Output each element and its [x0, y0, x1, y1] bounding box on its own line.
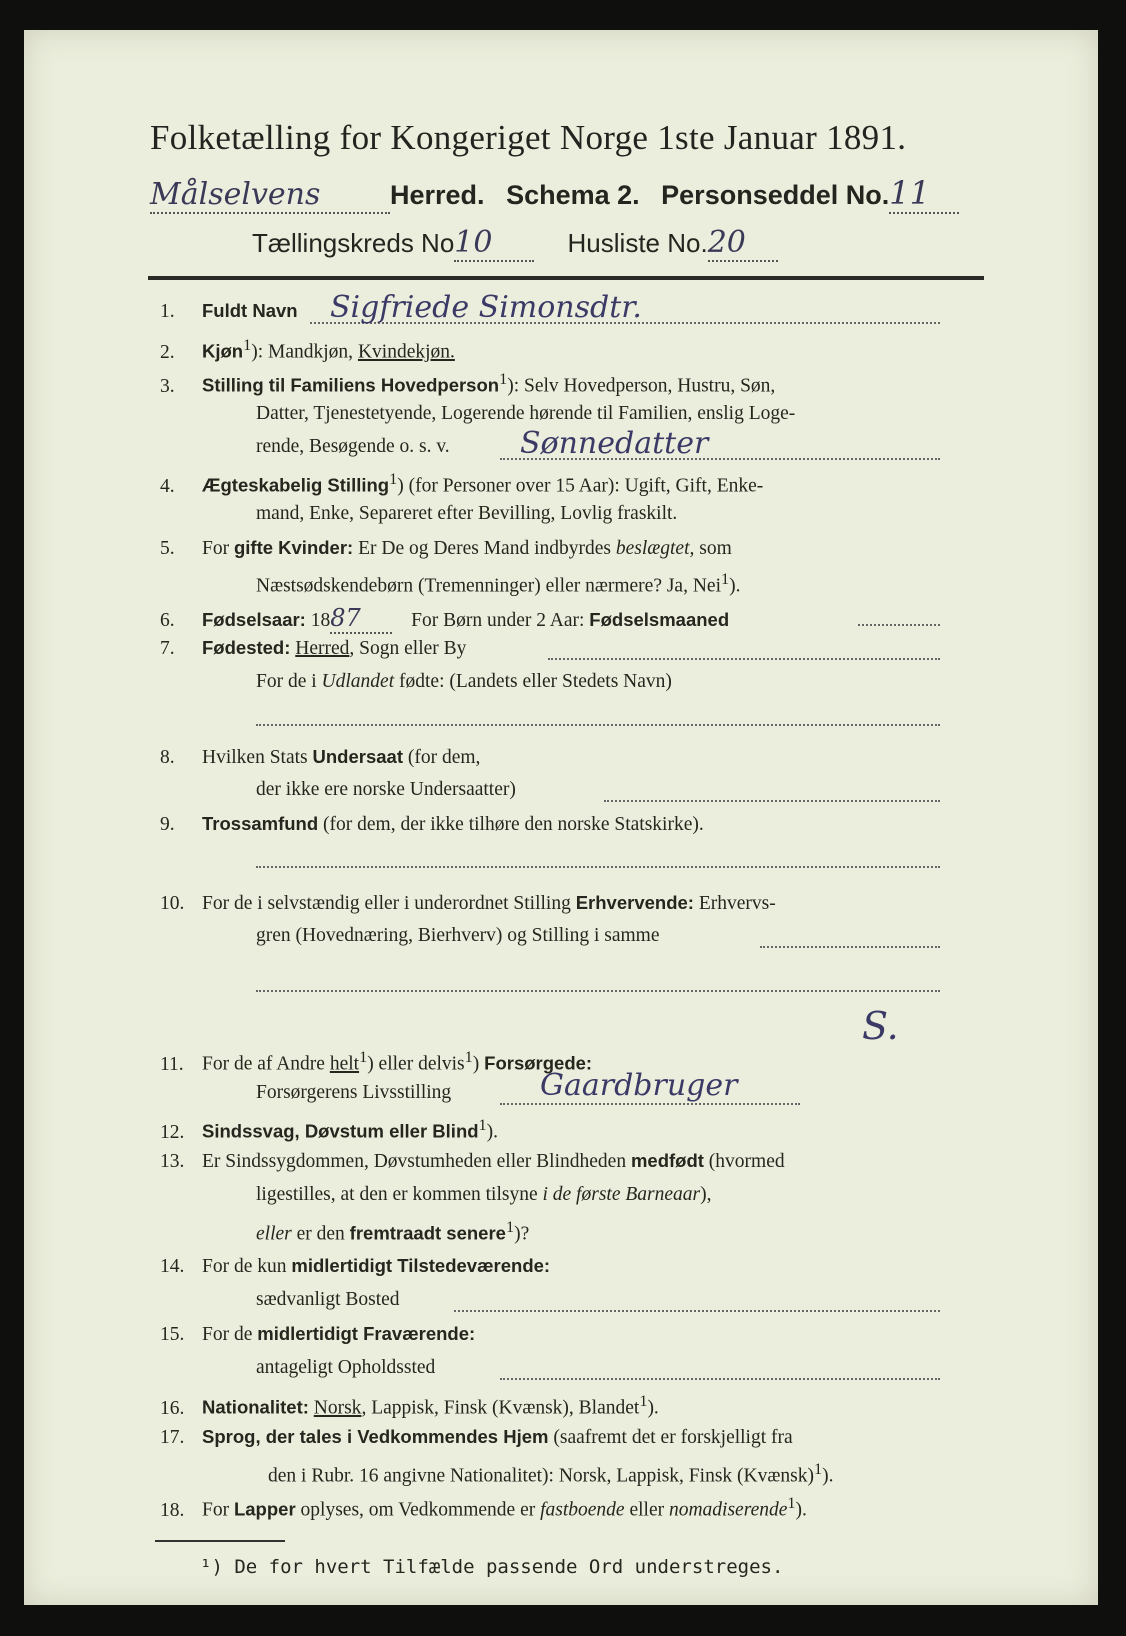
q18-row: 18. For Lapper oplyses, om Vedkommende er fastboende eller nomadiserende$^1$).: [160, 1494, 807, 1521]
q4-row: [160, 470, 763, 498]
q13-text3a: eller: [256, 1223, 292, 1245]
header-rule: [148, 276, 984, 280]
q13-text3c: )?: [514, 1223, 530, 1245]
personseddel-value: 11: [889, 174, 959, 214]
q5-italic: beslægtet,: [615, 538, 695, 559]
form-title: Folketælling for Kongeriget Norge 1ste Januar 1891.: [150, 118, 907, 157]
q10-row: [160, 892, 776, 915]
q11-value: Gaardbruger: [540, 1068, 738, 1103]
q2-label: Kjøn: [202, 340, 244, 362]
q8-fill-line: [604, 800, 940, 802]
q11-text-b: ) eller delvis: [367, 1053, 465, 1075]
q13-text1b: (hvormed: [703, 1151, 785, 1172]
q15-text-a: For de: [202, 1324, 258, 1345]
q6-prefix: 18: [310, 610, 331, 631]
q11-text-c: ): [472, 1053, 485, 1075]
q5-text1b: som: [694, 538, 732, 559]
q18-text-a: For: [202, 1499, 234, 1521]
q17-text2-row: den i Rubr. 16 angivne Nationalitet): Norsk, Lappisk, Finsk (Kvænsk)$^1$).: [268, 1460, 834, 1487]
q15-label: midlertidigt Fraværende:: [257, 1323, 476, 1344]
q2-row: [160, 336, 455, 364]
q6-year-value: 87: [330, 604, 392, 634]
footnote-ref: 1: [787, 1494, 796, 1512]
q3-value: Sønnedatter: [520, 426, 709, 461]
footnote-ref: 1: [499, 370, 508, 388]
q17-text2: den i Rubr. 16 angivne Nationalitet): Norsk, Lappisk, Finsk (Kvænsk): [268, 1465, 814, 1487]
q11-text2: Forsørgerens Livsstilling: [256, 1082, 452, 1103]
q10-fill-line2: [256, 990, 940, 992]
q4-label: Ægteskabelig Stilling: [202, 474, 390, 496]
q7-text: , Sogn eller By: [349, 638, 467, 659]
q12-label: Sindssvag, Døvstum eller Blind: [202, 1120, 479, 1142]
footnote: ¹) De for hvert Tilfælde passende Ord understreges.: [200, 1556, 784, 1578]
kreds-line: [252, 225, 892, 261]
q7-italic: Udlandet: [321, 671, 395, 692]
q14-number: 14.: [160, 1256, 185, 1277]
q16-label: Nationalitet:: [202, 1396, 309, 1418]
footnote-ref: 1: [464, 1048, 473, 1066]
q16-norsk-underlined: Norsk: [313, 1397, 362, 1419]
q9-row: [160, 813, 704, 836]
q18-italic2: nomadiserende: [668, 1499, 788, 1521]
q5-text-a: For: [202, 538, 234, 559]
q8-text1: (for dem,: [402, 747, 481, 768]
footnote-ref: 1: [721, 570, 730, 588]
q7-fill-line2: [256, 724, 940, 726]
q8-row: [160, 746, 480, 769]
q18-text-b: oplyses, om Vedkommende er: [295, 1499, 541, 1521]
q6-text: For Børn under 2 Aar:: [411, 610, 585, 631]
q1-row: [160, 300, 298, 323]
q9-number: 9.: [160, 814, 175, 835]
q10-fill-line: [760, 946, 940, 948]
q16-text: , Lappisk, Finsk (Kvænsk), Blandet: [361, 1397, 640, 1419]
q2-text: ): Mandkjøn,: [251, 341, 358, 363]
q11-text-a: For de af Andre: [202, 1053, 330, 1075]
q13-text1: Er Sindssygdommen, Døvstumheden eller Blindheden: [202, 1151, 631, 1172]
q13-label: medfødt: [630, 1150, 704, 1171]
q6-row: [160, 604, 729, 634]
q13-text3: [256, 1218, 529, 1246]
footnote-ref: 1: [813, 1460, 823, 1478]
q5-row: [160, 537, 732, 560]
q12-row: 12. Sindssvag, Døvstum eller Blind$^1$).: [160, 1116, 499, 1143]
q11-helt-underlined: helt: [329, 1053, 360, 1075]
q15-text2: antageligt Opholdssted: [256, 1357, 436, 1378]
q1-name-value: Sigfriede Simonsdtr.: [330, 290, 642, 325]
q11-mark: S.: [862, 1004, 899, 1048]
footnote-ref: 1: [478, 1116, 487, 1134]
q13-italic: i de første Barneaar: [542, 1184, 701, 1205]
q15-number: 15.: [160, 1324, 185, 1345]
q13-number: 13.: [160, 1151, 185, 1172]
q9-fill-line: [256, 866, 940, 868]
q8-text2: der ikke ere norske Undersaatter): [256, 779, 516, 800]
q7-text2b: fødte: (Landets eller Stedets Navn): [394, 671, 672, 692]
q8-number: 8.: [160, 747, 175, 768]
q3-number: 3.: [160, 375, 175, 397]
q16-number: 16.: [160, 1397, 185, 1419]
q5-number: 5.: [160, 538, 175, 559]
q14-fill-line: [454, 1310, 940, 1312]
q8-text-a: Hvilken Stats: [202, 747, 313, 768]
q11-fill-line: [500, 1103, 800, 1105]
q7-number: 7.: [160, 638, 175, 659]
footnote-ref: 1: [505, 1218, 515, 1236]
q3-text3: rende, Besøgende o. s. v.: [256, 436, 450, 457]
q5-text1: Er De og Deres Mand indbyrdes: [353, 538, 616, 559]
q7-label: Fødested:: [202, 637, 291, 658]
herred-label: Herred.: [390, 180, 485, 210]
q17-row: [160, 1426, 793, 1449]
q2-kvindekjon-underlined: Kvindekjøn.: [357, 341, 455, 363]
q11-row: [160, 1048, 592, 1076]
husliste-value: 20: [708, 225, 778, 262]
kreds-value: 10: [454, 225, 534, 262]
q10-text2: gren (Hovednæring, Bierhverv) og Stilling i samme: [256, 925, 660, 946]
schema-label: Schema 2.: [506, 180, 640, 210]
q13-text2a: ligestilles, at den er kommen tilsyne: [256, 1184, 543, 1205]
q17-number: 17.: [160, 1427, 185, 1448]
q15-row: [160, 1323, 475, 1346]
q10-text-a: For de i selvstændig eller i underordnet Stilling: [202, 893, 576, 914]
q7-row: [160, 637, 466, 660]
q7-herred-underlined: Herred: [295, 638, 350, 659]
q13-row: [160, 1150, 785, 1173]
q14-label: midlertidigt Tilstedeværende:: [291, 1255, 551, 1276]
q18-label: Lapper: [233, 1498, 296, 1520]
q10-text1b: Erhvervs-: [693, 893, 776, 914]
q2-number: 2.: [160, 341, 175, 363]
footnote-ref: 1: [243, 336, 252, 354]
q14-text2: sædvanligt Bosted: [256, 1289, 400, 1310]
q4-number: 4.: [160, 475, 175, 497]
footnote-ref: 1: [639, 1392, 648, 1410]
q18-number: 18.: [160, 1499, 185, 1521]
q3-text1: ): Selv Hovedperson, Hustru, Søn,: [507, 375, 776, 397]
q10-number: 10.: [160, 893, 185, 914]
q7-fill-line: [548, 658, 940, 660]
q13-label2: fremtraadt senere: [349, 1222, 506, 1244]
kreds-label: Tællingskreds No: [252, 228, 455, 258]
q11-label: Forsørgede:: [484, 1052, 593, 1074]
footnote-ref: 1: [359, 1048, 368, 1066]
q16-row: 16. Nationalitet: Norsk, Lappisk, Finsk (Kvænsk), Blandet$^1$).: [160, 1392, 659, 1419]
q6-label: Fødselsaar:: [202, 609, 306, 630]
herred-value: Målselvens: [150, 177, 390, 214]
q18-italic1: fastboende: [540, 1499, 625, 1521]
q1-label: Fuldt Navn: [202, 300, 298, 321]
q17-label: Sprog, der tales i Vedkommendes Hjem: [202, 1426, 549, 1447]
q10-label: Erhvervende:: [575, 892, 694, 913]
q13-text2: [256, 1184, 711, 1206]
footnote-rule: [155, 1540, 285, 1542]
q7-text2a: For de i: [256, 671, 322, 692]
q4-text1: ) (for Personer over 15 Aar): Ugift, Gift, Enke-: [397, 475, 764, 497]
q14-row: [160, 1255, 550, 1278]
q13-text2b: ),: [700, 1184, 712, 1205]
q14-text-a: For de kun: [202, 1256, 292, 1277]
q12-number: 12.: [160, 1121, 185, 1143]
q6-fill-line: [858, 624, 940, 626]
q6-label2: Fødselsmaaned: [589, 609, 730, 630]
footnote-ref: 1: [389, 470, 398, 488]
husliste-label: Husliste No.: [567, 228, 708, 258]
q15-fill-line: [500, 1378, 940, 1380]
q7-text2: [256, 671, 672, 693]
q18-text-c: eller: [624, 1499, 669, 1521]
q5-text2: Næstsødskendebørn (Tremenninger) eller nærmere? Ja, Nei: [256, 575, 721, 597]
q6-number: 6.: [160, 610, 175, 631]
q1-number: 1.: [160, 301, 175, 322]
q5-label: gifte Kvinder:: [233, 537, 354, 558]
q3-row: [160, 370, 775, 398]
herred-line: [150, 174, 980, 214]
q9-text: (for dem, der ikke tilhøre den norske Statskirke).: [318, 814, 704, 835]
q3-label: Stilling til Familiens Hovedperson: [202, 374, 500, 396]
personseddel-label: Personseddel No.: [661, 180, 890, 210]
q11-number: 11.: [160, 1053, 184, 1075]
q5-text2-row: Næstsødskendebørn (Tremenninger) eller nærmere? Ja, Nei$^1$).: [256, 570, 741, 597]
q3-text2: Datter, Tjenestetyende, Logerende hørende til Familien, enslig Loge-: [256, 403, 796, 424]
q13-text3b: er den: [291, 1223, 350, 1245]
q4-text2: mand, Enke, Separeret efter Bevilling, Lovlig fraskilt.: [256, 503, 678, 524]
q9-label: Trossamfund: [202, 813, 319, 834]
q17-text1: (saafremt det er forskjelligt fra: [548, 1427, 793, 1448]
q8-label: Undersaat: [312, 746, 403, 767]
